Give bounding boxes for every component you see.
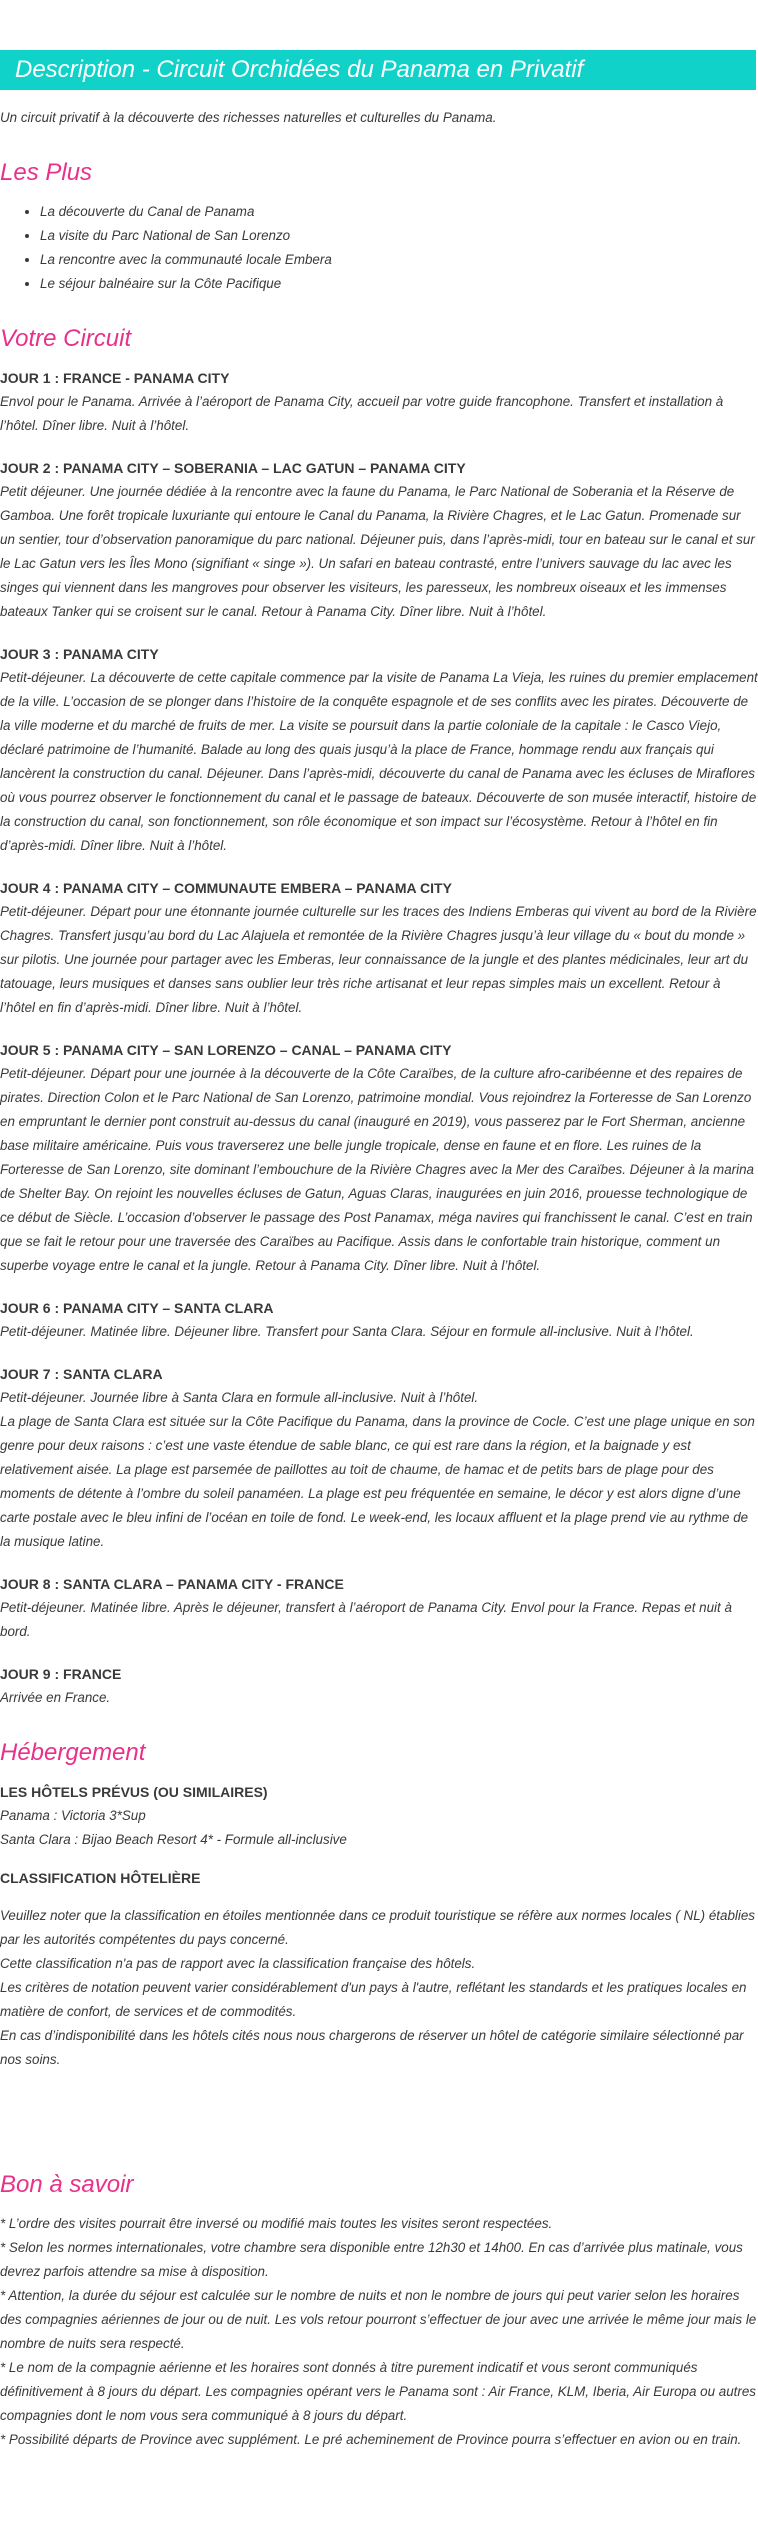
day-block <box>0 366 758 438</box>
day-description: La plage de Santa Clara est située sur la Côte Pacifique du Panama, dans la province de Cocle. C’est une plage unique en son genre pour deux raisons : c’est une vaste étendue de sable blanc, ce qui est rare dans la région, et la baignade y est relativement aisée. La plage est parsemée de paillottes au toit de chaume, de hamac et de petits bars de plage pour des moments de détente à l’ombre du soleil panaméen. La plage est peu fréquentée en semaine, le décor y est alors digne d’une carte postale avec le bleu infini de l’océan en toile de fond. Le week-end, les locaux affluent et la plage prend vie au rythme de la musique latine. <box>0 1414 755 1549</box>
day-title: JOUR 1 : FRANCE - PANAMA CITY <box>0 370 230 386</box>
list-item: • La visite du Parc National de San Lorenzo <box>40 224 758 248</box>
bon-a-savoir-section <box>0 2170 758 2452</box>
circuit-section <box>0 324 758 1710</box>
day-block <box>0 876 758 1020</box>
list-item: • Le séjour balnéaire sur la Côte Pacifique <box>40 272 758 296</box>
note-item: * Possibilité départs de Province avec supplément. Le pré acheminement de Province pourra s’effectuer en avion ou en train. <box>0 2432 742 2447</box>
hotel-line: Panama : Victoria 3*Sup <box>0 1808 146 1823</box>
day-block <box>0 642 758 858</box>
list-item: • La rencontre avec la communauté locale Embera <box>40 248 758 272</box>
day-description: Petit-déjeuner. Matinée libre. Déjeuner libre. Transfert pour Santa Clara. Séjour en formule all-inclusive. Nuit à l’hôtel. <box>0 1324 694 1339</box>
day-title: JOUR 2 : PANAMA CITY – SOBERANIA – LAC GATUN – PANAMA CITY <box>0 460 466 476</box>
day-description: Petit-déjeuner. Départ pour une étonnante journée culturelle sur les traces des Indiens Emberas qui vivent au bord de la Rivière Chagres. Transfert jusqu’au bord du Lac Alajuela et remontée de la Rivière Chagres jusqu’à leur village du « bout du monde » sur pilotis. Une journée pour partager avec les Emberas, leur connaissance de la jungle et des plantes médicinales, leur art du tatouage, leurs musiques et danses sans oublier leur très riche artisanat et leur repas simples mais un excellent. Retour à l’hôtel en fin d’après-midi. Dîner libre. Nuit à l’hôtel. <box>0 904 757 1015</box>
day-block <box>0 1296 758 1344</box>
classification-title: CLASSIFICATION HÔTELIÈRE <box>0 1870 201 1886</box>
day-description: Arrivée en France. <box>0 1690 111 1705</box>
classification-text: Les critères de notation peuvent varier considérablement d'un pays à l'autre, reflétant les standards et les pratiques locales en matière de confort, de services et de commodités. <box>0 1980 747 2019</box>
day-title: JOUR 7 : SANTA CLARA <box>0 1366 163 1382</box>
bon-a-savoir-heading: Bon à savoir <box>0 2171 134 2198</box>
day-title: JOUR 4 : PANAMA CITY – COMMUNAUTE EMBERA – PANAMA CITY <box>0 880 452 896</box>
day-title: JOUR 3 : PANAMA CITY <box>0 646 159 662</box>
note-item: * Selon les normes internationales, votre chambre sera disponible entre 12h30 et 14h00. En cas d’arrivée plus matinale, vous devrez parfois attendre sa mise à disposition. <box>0 2240 743 2279</box>
page-title: Description - Circuit Orchidées du Panama en Privatif <box>15 56 584 83</box>
les-plus-section <box>0 158 758 296</box>
day-title: JOUR 6 : PANAMA CITY – SANTA CLARA <box>0 1300 274 1316</box>
classification-text: En cas d’indisponibilité dans les hôtels cités nous nous chargerons de réserver un hôtel de catégorie similaire sélectionné par nos soins. <box>0 2028 744 2067</box>
day-description: Petit-déjeuner. Départ pour une journée à la découverte de la Côte Caraïbes, de la culture afro-caribéenne et des repaires de pirates. Direction Colon et le Parc National de San Lorenzo, patrimoine mondial. Vous rejoindrez la Forteresse de San Lorenzo en empruntant le dernier pont construit au-dessus du canal (inauguré en 2019), vous passerez par le Fort Sherman, ancienne base militaire américaine. Puis vous traverserez une belle jungle tropicale, dense en faune et en flore. Les ruines de la Forteresse de San Lorenzo, site dominant l’embouchure de la Rivière Chagres avec la Mer des Caraïbes. Déjeuner à la marina de Shelter Bay. On rejoint les nouvelles écluses de Gatun, Aguas Claras, inaugurées en juin 2016, prouesse technologique de ce début de Siècle. L’occasion d’observer le passage des Post Panamax, méga navires qui franchissent le canal. C’est en train que se fait le retour pour une traversée des Caraïbes au Pacifique. Assis dans le confortable train historique, comment un superbe voyage entre le canal et la jungle. Retour à Panama City. Dîner libre. Nuit à l’hôtel. <box>0 1066 754 1273</box>
hotels-title: LES HÔTELS PRÉVUS (OU SIMILAIRES) <box>0 1784 268 1800</box>
intro-text: Un circuit privatif à la découverte des richesses naturelles et culturelles du Panama. <box>0 110 497 125</box>
page-title-banner <box>0 50 756 90</box>
day-title: JOUR 9 : FRANCE <box>0 1666 122 1682</box>
hotel-line: Santa Clara : Bijao Beach Resort 4* - Formule all-inclusive <box>0 1832 347 1847</box>
day-title: JOUR 8 : SANTA CLARA – PANAMA CITY - FRANCE <box>0 1576 344 1592</box>
circuit-heading: Votre Circuit <box>0 325 132 352</box>
classification-text: Cette classification n'a pas de rapport avec la classification française des hôtels. <box>0 1956 476 1971</box>
note-item: * L’ordre des visites pourrait être inversé ou modifié mais toutes les visites seront respectées. <box>0 2216 553 2231</box>
day-block <box>0 1572 758 1644</box>
day-block <box>0 456 758 624</box>
day-description: Envol pour le Panama. Arrivée à l’aéroport de Panama City, accueil par votre guide francophone. Transfert et installation à l’hôtel. Dîner libre. Nuit à l’hôtel. <box>0 394 724 433</box>
list-item: • La découverte du Canal de Panama <box>40 200 758 224</box>
day-title: JOUR 5 : PANAMA CITY – SAN LORENZO – CANAL – PANAMA CITY <box>0 1042 452 1058</box>
day-block <box>0 1662 758 1710</box>
day-description: Petit-déjeuner. La découverte de cette capitale commence par la visite de Panama La Vieja, les ruines du premier emplacement de la ville. L’occasion de se plonger dans l’histoire de la conquête espagnole et de ses conflits avec les pirates. Découverte de la ville moderne et du marché de fruits de mer. La visite se poursuit dans la partie coloniale de la capitale : le Casco Viejo, déclaré patrimoine de l’humanité. Balade au long des quais jusqu’à la place de France, hommage rendu aux français qui lancèrent la construction du canal. Déjeuner. Dans l’après-midi, découverte du canal de Panama avec les écluses de Miraflores où vous pourrez observer le fonctionnement du canal et le passage de bateaux. Découverte de son musée interactif, histoire de la construction du canal, son fonctionnement, son rôle économique et son impact sur l’écosystème. Retour à l’hôtel en fin d’après-midi. Dîner libre. Nuit à l’hôtel. <box>0 670 758 853</box>
note-item: * Attention, la durée du séjour est calculée sur le nombre de nuits et non le nombre de jours qui peut varier selon les horaires des compagnies aériennes de jour ou de nuit. Les vols retour pourront s’effectuer de jour avec une arrivée le même jour mais le nombre de nuits sera respecté. <box>0 2288 757 2351</box>
day-description: Petit-déjeuner. Journée libre à Santa Clara en formule all-inclusive. Nuit à l’hôtel. <box>0 1390 479 1405</box>
day-block <box>0 1038 758 1278</box>
hebergement-heading: Hébergement <box>0 1739 146 1766</box>
classification-text: Veuillez noter que la classification en étoiles mentionnée dans ce produit touristique se réfère aux normes locales ( NL) établies par les autorités compétentes du pays concerné. <box>0 1908 756 1947</box>
day-description: Petit-déjeuner. Matinée libre. Après le déjeuner, transfert à l’aéroport de Panama City. Envol pour la France. Repas et nuit à bord. <box>0 1600 732 1639</box>
les-plus-heading: Les Plus <box>0 159 93 186</box>
note-item: * Le nom de la compagnie aérienne et les horaires sont donnés à titre purement indicatif et vous seront communiqués définitivement à 8 jours du départ. Les compagnies opérant vers le Panama sont : Air France, KLM, Iberia, Air Europa ou autres compagnies dont le nom vous sera communiqué à 8 jours du départ. <box>0 2360 756 2423</box>
day-block <box>0 1362 758 1554</box>
les-plus-list <box>0 200 758 296</box>
hebergement-section <box>0 1738 758 2072</box>
day-description: Petit déjeuner. Une journée dédiée à la rencontre avec la faune du Panama, le Parc National de Soberania et la Réserve de Gamboa. Une forêt tropicale luxuriante qui entoure le Canal du Panama, la Rivière Chagres, et le Lac Gatun. Promenade sur un sentier, tour d’observation panoramique du parc national. Déjeuner puis, dans l’après-midi, tour en bateau sur le canal et sur le Lac Gatun vers les Îles Mono (signifiant « singe »). Un safari en bateau contrasté, entre l’univers sauvage du lac avec les singes qui viennent dans les mangroves pour observer les visiteurs, les paresseux, les nombreux oiseaux et les immenses bateaux Tanker qui se croisent sur le canal. Retour à Panama City. Dîner libre. Nuit à l’hôtel. <box>0 484 755 619</box>
